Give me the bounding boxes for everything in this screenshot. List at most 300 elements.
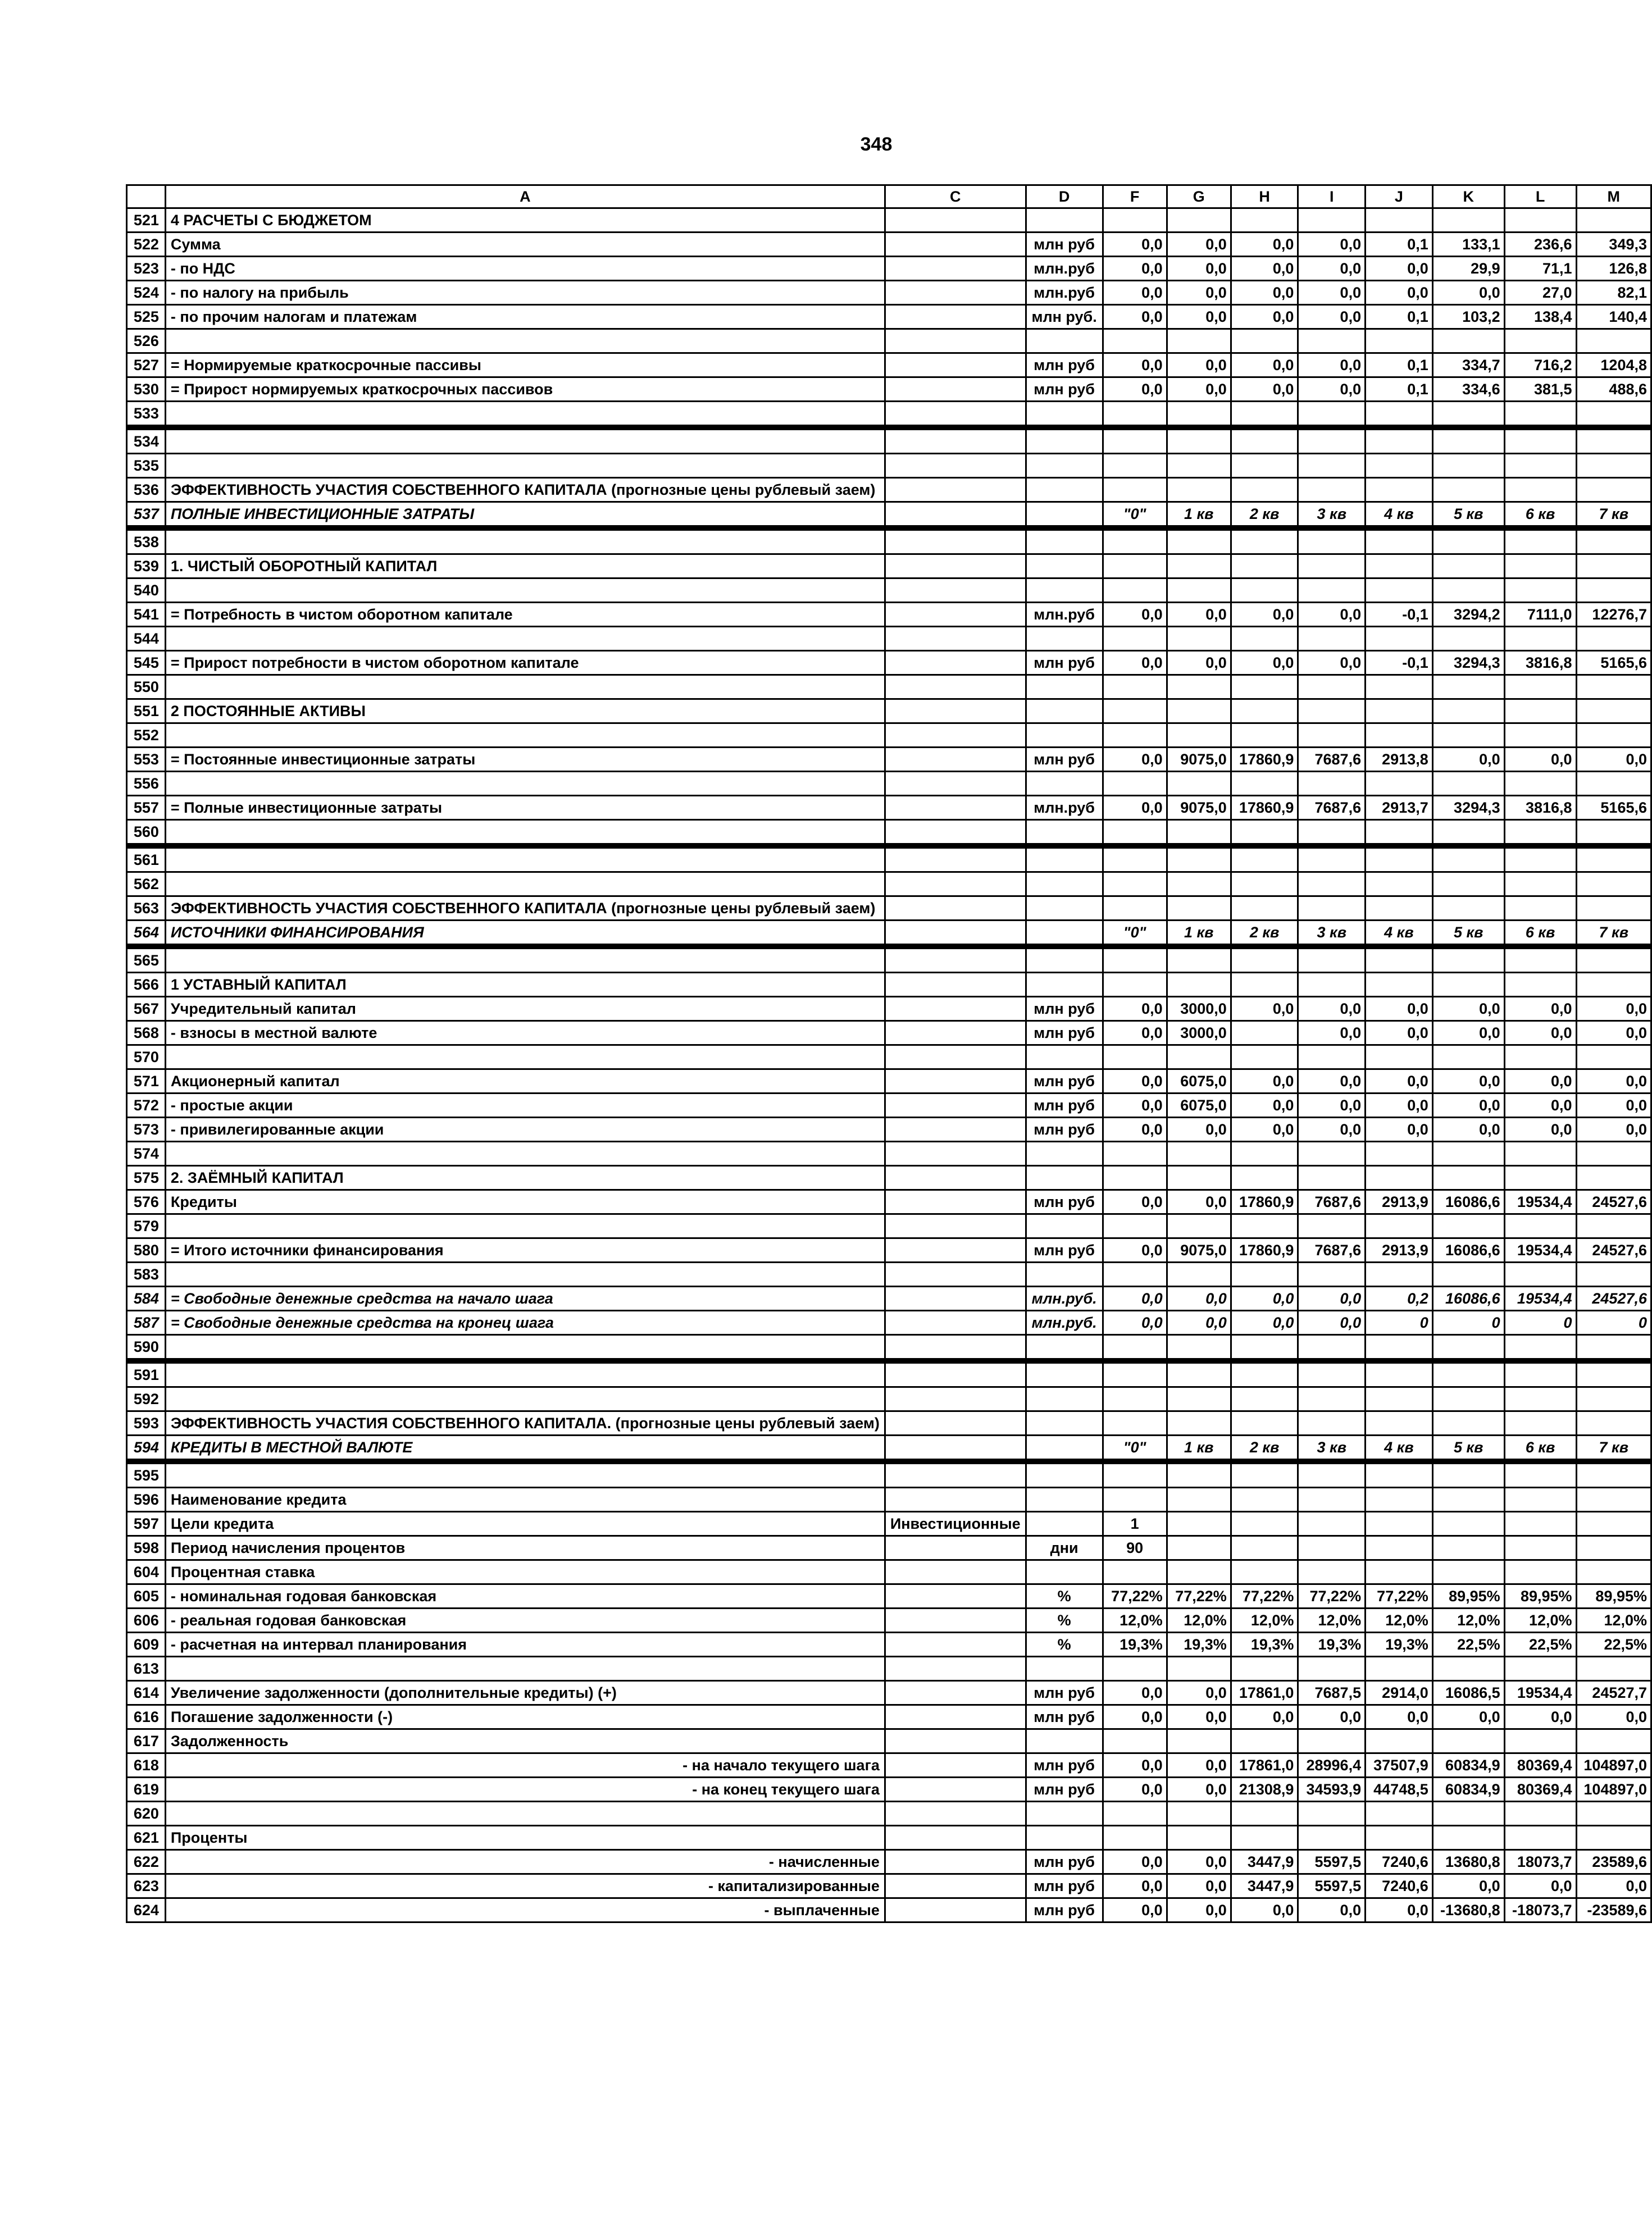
value-cell xyxy=(1366,699,1433,723)
value-cell xyxy=(1504,329,1576,353)
cell-c xyxy=(885,1609,1026,1633)
value-cell xyxy=(1366,402,1433,428)
row-label xyxy=(165,427,885,454)
value-cell xyxy=(1103,973,1167,997)
table-row xyxy=(127,1361,1651,1387)
value-cell: 0,0 xyxy=(1366,281,1433,305)
unit-cell: млн руб xyxy=(1026,1094,1103,1118)
value-cell xyxy=(1576,1536,1651,1560)
column-header: H xyxy=(1231,185,1298,208)
value-cell xyxy=(1504,1657,1576,1681)
value-cell: 7687,6 xyxy=(1298,748,1366,772)
row-number: 597 xyxy=(127,1512,166,1536)
value-cell xyxy=(1298,1488,1366,1512)
value-cell xyxy=(1298,427,1366,454)
value-cell: "0" xyxy=(1103,1436,1167,1462)
value-cell xyxy=(1167,1560,1231,1584)
table-row xyxy=(127,699,1651,723)
row-label xyxy=(165,772,885,796)
table-row xyxy=(127,872,1651,896)
unit-cell xyxy=(1026,1045,1103,1069)
value-cell xyxy=(1504,1536,1576,1560)
value-cell xyxy=(1103,723,1167,748)
value-cell xyxy=(1298,1802,1366,1826)
value-cell xyxy=(1576,1560,1651,1584)
row-number: 530 xyxy=(127,377,166,402)
row-label: Погашение задолженности (-) xyxy=(165,1705,885,1729)
value-cell xyxy=(1231,1729,1298,1753)
value-cell: 6 кв xyxy=(1504,502,1576,529)
value-cell: 16086,6 xyxy=(1432,1287,1504,1311)
cell-c xyxy=(885,305,1026,329)
value-cell xyxy=(1298,872,1366,896)
value-cell xyxy=(1298,1657,1366,1681)
value-cell: 19534,4 xyxy=(1504,1190,1576,1214)
value-cell xyxy=(1231,1488,1298,1512)
value-cell: 0,0 xyxy=(1103,1238,1167,1263)
row-number: 624 xyxy=(127,1898,166,1922)
value-cell: 7687,6 xyxy=(1298,1190,1366,1214)
value-cell xyxy=(1504,1411,1576,1436)
value-cell xyxy=(1167,478,1231,502)
value-cell xyxy=(1231,1021,1298,1045)
row-label: Процентная ставка xyxy=(165,1560,885,1584)
cell-c xyxy=(885,1536,1026,1560)
value-cell: 0,0 xyxy=(1103,796,1167,820)
value-cell xyxy=(1432,1657,1504,1681)
value-cell xyxy=(1103,478,1167,502)
value-cell: 80369,4 xyxy=(1504,1753,1576,1778)
row-number: 566 xyxy=(127,973,166,997)
unit-cell: млн руб xyxy=(1026,1850,1103,1874)
row-number: 576 xyxy=(127,1190,166,1214)
value-cell xyxy=(1366,723,1433,748)
row-label: - начисленные xyxy=(165,1850,885,1874)
value-cell: 0,0 xyxy=(1167,257,1231,281)
cell-c xyxy=(885,772,1026,796)
value-cell xyxy=(1432,554,1504,578)
row-label: = Свободные денежные средства на начало шага xyxy=(165,1287,885,1311)
value-cell: 7687,6 xyxy=(1298,1238,1366,1263)
value-cell xyxy=(1504,896,1576,921)
value-cell xyxy=(1103,846,1167,872)
row-number: 616 xyxy=(127,1705,166,1729)
unit-cell xyxy=(1026,478,1103,502)
value-cell xyxy=(1231,1214,1298,1238)
row-number: 590 xyxy=(127,1335,166,1361)
value-cell: 16086,6 xyxy=(1432,1190,1504,1214)
column-header: M xyxy=(1576,185,1651,208)
value-cell xyxy=(1231,1142,1298,1166)
value-cell xyxy=(1576,1512,1651,1536)
table-row xyxy=(127,578,1651,603)
value-cell: 0,0 xyxy=(1576,1118,1651,1142)
value-cell xyxy=(1366,1335,1433,1361)
cell-c xyxy=(885,748,1026,772)
row-number: 575 xyxy=(127,1166,166,1190)
value-cell: 0,0 xyxy=(1298,651,1366,675)
table-row xyxy=(127,1094,1651,1118)
value-cell xyxy=(1298,402,1366,428)
value-cell: 0,0 xyxy=(1167,1190,1231,1214)
value-cell xyxy=(1298,1826,1366,1850)
cell-c xyxy=(885,454,1026,478)
value-cell: 0,0 xyxy=(1231,353,1298,377)
value-cell xyxy=(1231,973,1298,997)
value-cell: 0,0 xyxy=(1576,997,1651,1021)
value-cell: 0,0 xyxy=(1366,1118,1433,1142)
value-cell xyxy=(1432,329,1504,353)
value-cell xyxy=(1103,946,1167,973)
table-row xyxy=(127,329,1651,353)
value-cell xyxy=(1504,1729,1576,1753)
value-cell xyxy=(1576,1488,1651,1512)
cell-c xyxy=(885,973,1026,997)
cell-c xyxy=(885,1850,1026,1874)
value-cell: 0,0 xyxy=(1298,1898,1366,1922)
value-cell xyxy=(1298,1536,1366,1560)
value-cell: 0,0 xyxy=(1103,257,1167,281)
value-cell xyxy=(1504,675,1576,699)
value-cell: 0,0 xyxy=(1103,281,1167,305)
unit-cell: млн.руб xyxy=(1026,257,1103,281)
value-cell: 17860,9 xyxy=(1231,1238,1298,1263)
unit-cell xyxy=(1026,1166,1103,1190)
unit-cell: млн руб xyxy=(1026,1778,1103,1802)
value-cell: 0,0 xyxy=(1103,1287,1167,1311)
value-cell xyxy=(1576,723,1651,748)
cell-c xyxy=(885,528,1026,554)
value-cell xyxy=(1432,872,1504,896)
value-cell xyxy=(1432,528,1504,554)
value-cell xyxy=(1366,675,1433,699)
value-cell xyxy=(1167,1826,1231,1850)
value-cell xyxy=(1231,1512,1298,1536)
value-cell xyxy=(1298,208,1366,233)
value-cell xyxy=(1432,1214,1504,1238)
cell-c xyxy=(885,1361,1026,1387)
value-cell xyxy=(1432,627,1504,651)
value-cell xyxy=(1432,1411,1504,1436)
value-cell xyxy=(1298,896,1366,921)
value-cell: 0,0 xyxy=(1298,1287,1366,1311)
row-label: = Прирост потребности в чистом оборотном капитале xyxy=(165,651,885,675)
value-cell xyxy=(1366,1387,1433,1411)
value-cell xyxy=(1167,1045,1231,1069)
value-cell: 0,0 xyxy=(1298,1021,1366,1045)
cell-c xyxy=(885,796,1026,820)
value-cell xyxy=(1298,723,1366,748)
row-number: 572 xyxy=(127,1094,166,1118)
row-label: - по НДС xyxy=(165,257,885,281)
value-cell xyxy=(1298,1387,1366,1411)
unit-cell xyxy=(1026,554,1103,578)
row-label xyxy=(165,1657,885,1681)
value-cell: 0,1 xyxy=(1366,377,1433,402)
value-cell xyxy=(1366,1045,1433,1069)
value-cell: 77,22% xyxy=(1167,1584,1231,1609)
column-header: L xyxy=(1504,185,1576,208)
value-cell xyxy=(1504,699,1576,723)
value-cell: 0,0 xyxy=(1298,603,1366,627)
cell-c xyxy=(885,1633,1026,1657)
table-row xyxy=(127,946,1651,973)
row-number: 580 xyxy=(127,1238,166,1263)
column-header xyxy=(127,185,166,208)
value-cell xyxy=(1231,699,1298,723)
value-cell xyxy=(1504,820,1576,846)
cell-c xyxy=(885,1190,1026,1214)
row-label xyxy=(165,1045,885,1069)
value-cell xyxy=(1231,1657,1298,1681)
table-row xyxy=(127,723,1651,748)
unit-cell xyxy=(1026,208,1103,233)
table-row xyxy=(127,233,1651,257)
value-cell: 7 кв xyxy=(1576,1436,1651,1462)
value-cell: 0,0 xyxy=(1576,1069,1651,1094)
cell-c xyxy=(885,478,1026,502)
unit-cell: млн.руб xyxy=(1026,796,1103,820)
cell-c xyxy=(885,1166,1026,1190)
column-header: J xyxy=(1366,185,1433,208)
value-cell: 0,0 xyxy=(1167,1118,1231,1142)
value-cell xyxy=(1432,1512,1504,1536)
value-cell xyxy=(1576,1802,1651,1826)
unit-cell: млн.руб. xyxy=(1026,1287,1103,1311)
row-label: 2 ПОСТОЯННЫЕ АКТИВЫ xyxy=(165,699,885,723)
unit-cell xyxy=(1026,1263,1103,1287)
table-row xyxy=(127,1335,1651,1361)
value-cell xyxy=(1231,1560,1298,1584)
value-cell xyxy=(1167,1461,1231,1488)
value-cell: 90 xyxy=(1103,1536,1167,1560)
value-cell xyxy=(1103,578,1167,603)
row-number: 606 xyxy=(127,1609,166,1633)
value-cell xyxy=(1576,478,1651,502)
value-cell: 488,6 xyxy=(1576,377,1651,402)
value-cell xyxy=(1504,1045,1576,1069)
value-cell xyxy=(1366,1411,1433,1436)
row-number: 540 xyxy=(127,578,166,603)
value-cell xyxy=(1231,1536,1298,1560)
value-cell xyxy=(1504,1488,1576,1512)
table-row xyxy=(127,772,1651,796)
table-row xyxy=(127,1560,1651,1584)
value-cell xyxy=(1366,846,1433,872)
value-cell xyxy=(1366,1536,1433,1560)
value-cell xyxy=(1504,1461,1576,1488)
value-cell xyxy=(1432,1361,1504,1387)
value-cell xyxy=(1366,872,1433,896)
value-cell: 0,0 xyxy=(1298,1705,1366,1729)
value-cell: 0,0 xyxy=(1576,1874,1651,1898)
value-cell xyxy=(1298,946,1366,973)
value-cell xyxy=(1231,1826,1298,1850)
value-cell xyxy=(1231,820,1298,846)
row-label xyxy=(165,454,885,478)
value-cell xyxy=(1576,528,1651,554)
value-cell: 29,9 xyxy=(1432,257,1504,281)
value-cell xyxy=(1576,1335,1651,1361)
value-cell xyxy=(1366,554,1433,578)
value-cell: 0,0 xyxy=(1231,305,1298,329)
unit-cell xyxy=(1026,1488,1103,1512)
value-cell xyxy=(1103,820,1167,846)
value-cell: 12,0% xyxy=(1167,1609,1231,1633)
cell-c xyxy=(885,353,1026,377)
cell-c xyxy=(885,820,1026,846)
value-cell: 2 кв xyxy=(1231,921,1298,947)
value-cell xyxy=(1366,1657,1433,1681)
row-number: 545 xyxy=(127,651,166,675)
table-row xyxy=(127,427,1651,454)
unit-cell xyxy=(1026,820,1103,846)
row-number: 525 xyxy=(127,305,166,329)
row-number: 567 xyxy=(127,997,166,1021)
row-label: Цели кредита xyxy=(165,1512,885,1536)
value-cell: 22,5% xyxy=(1576,1633,1651,1657)
value-cell xyxy=(1432,896,1504,921)
value-cell xyxy=(1366,1802,1433,1826)
table-row xyxy=(127,454,1651,478)
value-cell xyxy=(1231,772,1298,796)
value-cell: 0,0 xyxy=(1103,353,1167,377)
value-cell xyxy=(1504,578,1576,603)
value-cell: 0,0 xyxy=(1103,1681,1167,1705)
cell-c xyxy=(885,651,1026,675)
unit-cell xyxy=(1026,1802,1103,1826)
value-cell xyxy=(1167,1335,1231,1361)
value-cell: 13680,8 xyxy=(1432,1850,1504,1874)
table-row xyxy=(127,281,1651,305)
value-cell: 77,22% xyxy=(1366,1584,1433,1609)
value-cell xyxy=(1432,1387,1504,1411)
value-cell: 9075,0 xyxy=(1167,796,1231,820)
unit-cell xyxy=(1026,502,1103,529)
value-cell xyxy=(1298,454,1366,478)
value-cell: 18073,7 xyxy=(1504,1850,1576,1874)
value-cell xyxy=(1504,208,1576,233)
row-label xyxy=(165,329,885,353)
value-cell xyxy=(1432,1826,1504,1850)
value-cell: 3447,9 xyxy=(1231,1850,1298,1874)
row-label xyxy=(165,402,885,428)
cell-c xyxy=(885,1045,1026,1069)
value-cell xyxy=(1103,1263,1167,1287)
value-cell xyxy=(1167,1411,1231,1436)
value-cell xyxy=(1103,1166,1167,1190)
value-cell: 1 xyxy=(1103,1512,1167,1536)
value-cell xyxy=(1576,454,1651,478)
row-label: КРЕДИТЫ В МЕСТНОЙ ВАЛЮТЕ xyxy=(165,1436,885,1462)
unit-cell xyxy=(1026,578,1103,603)
value-cell: 0,0 xyxy=(1231,997,1298,1021)
value-cell xyxy=(1576,772,1651,796)
value-cell xyxy=(1103,329,1167,353)
row-number: 561 xyxy=(127,846,166,872)
value-cell: 2913,9 xyxy=(1366,1190,1433,1214)
unit-cell xyxy=(1026,699,1103,723)
unit-cell xyxy=(1026,846,1103,872)
row-number: 552 xyxy=(127,723,166,748)
unit-cell: млн руб xyxy=(1026,1753,1103,1778)
value-cell: 0,0 xyxy=(1167,1898,1231,1922)
value-cell: 9075,0 xyxy=(1167,748,1231,772)
unit-cell xyxy=(1026,946,1103,973)
value-cell xyxy=(1103,427,1167,454)
cell-c xyxy=(885,1898,1026,1922)
row-number: 553 xyxy=(127,748,166,772)
value-cell xyxy=(1298,1512,1366,1536)
value-cell xyxy=(1504,454,1576,478)
value-cell: 7240,6 xyxy=(1366,1850,1433,1874)
value-cell: 24527,7 xyxy=(1576,1681,1651,1705)
column-header: G xyxy=(1167,185,1231,208)
value-cell: 3294,3 xyxy=(1432,796,1504,820)
row-label: 1 УСТАВНЫЙ КАПИТАЛ xyxy=(165,973,885,997)
unit-cell: млн руб xyxy=(1026,233,1103,257)
column-header: F xyxy=(1103,185,1167,208)
value-cell: 0,0 xyxy=(1231,281,1298,305)
value-cell: 5165,6 xyxy=(1576,651,1651,675)
row-number: 523 xyxy=(127,257,166,281)
value-cell xyxy=(1231,578,1298,603)
value-cell xyxy=(1167,454,1231,478)
value-cell: 21308,9 xyxy=(1231,1778,1298,1802)
value-cell xyxy=(1167,872,1231,896)
value-cell: 5 кв xyxy=(1432,502,1504,529)
row-label: ЭФФЕКТИВНОСТЬ УЧАСТИЯ СОБСТВЕННОГО КАПИТАЛА (прогнозные цены рублевый заем) xyxy=(165,896,885,921)
value-cell: 0,0 xyxy=(1103,1705,1167,1729)
value-cell: 0,1 xyxy=(1366,233,1433,257)
value-cell: 0,0 xyxy=(1298,233,1366,257)
value-cell xyxy=(1504,1142,1576,1166)
row-label: = Потребность в чистом оборотном капитале xyxy=(165,603,885,627)
table-row xyxy=(127,1238,1651,1263)
value-cell xyxy=(1504,872,1576,896)
value-cell: 4 кв xyxy=(1366,502,1433,529)
row-number: 563 xyxy=(127,896,166,921)
value-cell: 12,0% xyxy=(1231,1609,1298,1633)
value-cell: 0,0 xyxy=(1103,1898,1167,1922)
row-label: ЭФФЕКТИВНОСТЬ УЧАСТИЯ СОБСТВЕННОГО КАПИТАЛА (прогнозные цены рублевый заем) xyxy=(165,478,885,502)
row-number: 550 xyxy=(127,675,166,699)
value-cell xyxy=(1504,554,1576,578)
unit-cell: млн.руб xyxy=(1026,281,1103,305)
value-cell: 0,0 xyxy=(1432,1118,1504,1142)
row-number: 592 xyxy=(127,1387,166,1411)
unit-cell xyxy=(1026,1560,1103,1584)
unit-cell xyxy=(1026,1729,1103,1753)
row-label: Наименование кредита xyxy=(165,1488,885,1512)
value-cell: 17861,0 xyxy=(1231,1753,1298,1778)
row-number: 538 xyxy=(127,528,166,554)
value-cell: 37507,9 xyxy=(1366,1753,1433,1778)
cell-c xyxy=(885,921,1026,947)
value-cell: 0,0 xyxy=(1103,1021,1167,1045)
table-row xyxy=(127,1778,1651,1802)
value-cell: 0,2 xyxy=(1366,1287,1433,1311)
value-cell xyxy=(1576,627,1651,651)
value-cell: 0,0 xyxy=(1298,305,1366,329)
value-cell xyxy=(1167,1657,1231,1681)
row-number: 573 xyxy=(127,1118,166,1142)
value-cell: 4 кв xyxy=(1366,1436,1433,1462)
value-cell: 3816,8 xyxy=(1504,796,1576,820)
value-cell: 0,0 xyxy=(1167,353,1231,377)
value-cell: 236,6 xyxy=(1504,233,1576,257)
value-cell: 19534,4 xyxy=(1504,1287,1576,1311)
